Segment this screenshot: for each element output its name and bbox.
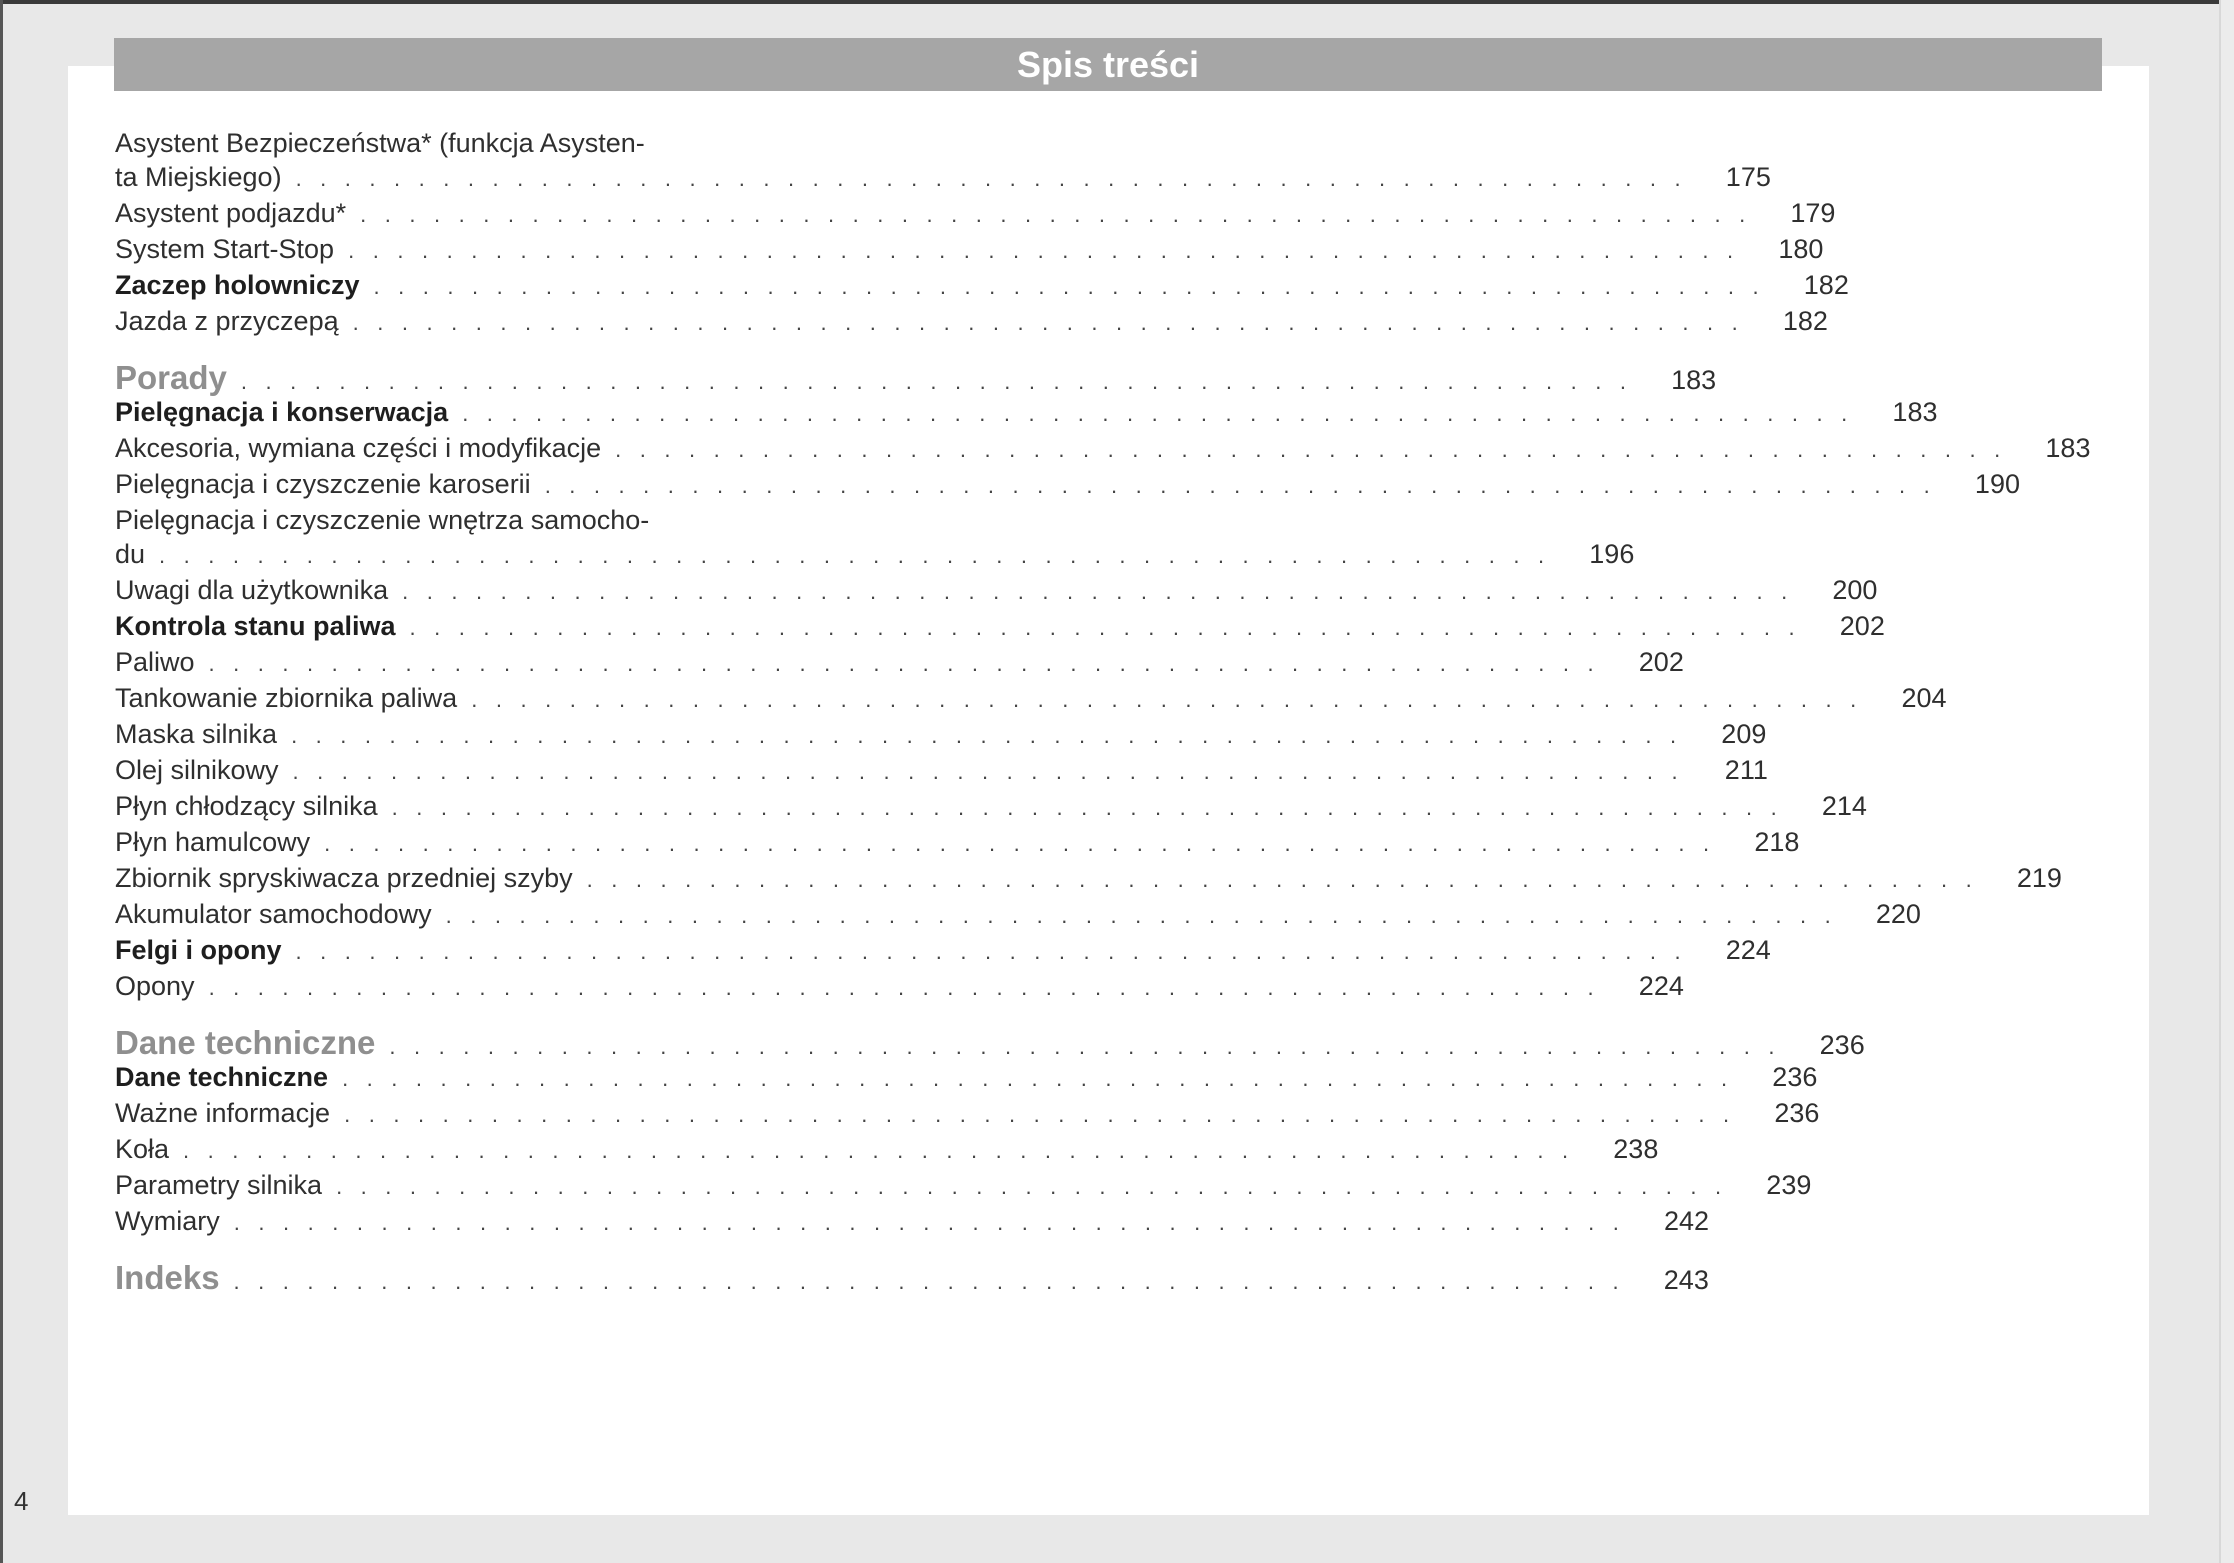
toc-entry-page: 211 <box>1724 755 1768 785</box>
toc-entry-page: 218 <box>1754 827 1800 857</box>
toc-entry-title: Zaczep holowniczy <box>115 270 360 300</box>
toc-entry-title: Płyn chłodzący silnika <box>115 791 378 821</box>
toc-entry-page: 182 <box>1803 270 1849 300</box>
toc-entry-page: 183 <box>1892 397 1938 427</box>
toc-entry-page: 204 <box>1901 683 1947 713</box>
dot-leader: . . . . . . . . . . . . . . . . . . . . . . . . . . . . . . . . . . . . . . . . . . . . . . . . . . . . . . . . . <box>295 166 1687 191</box>
dot-leader: . . . . . . . . . . . . . . . . . . . . . . . . . . . . . . . . . . . . . . . . . . . . . . . . . . . . . . . . . <box>344 1102 1736 1127</box>
toc-entry-title: Zbiornik spryskiwacza przedniej szyby <box>115 863 573 893</box>
dot-leader: . . . . . . . . . . . . . . . . . . . . . . . . . . . . . . . . . . . . . . . . . . . . . . . . . . . . . . . . . <box>391 795 1783 820</box>
toc-entry-title: Tankowanie zbiornika paliwa <box>115 683 458 713</box>
dot-leader: . . . . . . . . . . . . . . . . . . . . . . . . . . . . . . . . . . . . . . . . . . . . . . . . . . . . . . . . . <box>233 1269 1625 1294</box>
toc-entry-page: 224 <box>1725 935 1771 965</box>
toc-entry-page: 183 <box>2045 433 2091 463</box>
toc-entry-title: Akcesoria, wymiana części i modyfikacje <box>115 433 602 463</box>
dot-leader: . . . . . . . . . . . . . . . . . . . . . . . . . . . . . . . . . . . . . . . . . . . . . . . . . . . . . . . . . <box>402 579 1794 604</box>
toc-entry[interactable] <box>115 935 1771 971</box>
dot-leader: . . . . . . . . . . . . . . . . . . . . . . . . . . . . . . . . . . . . . . . . . . . . . . . . . . . . . . . . . <box>240 369 1633 394</box>
toc-entry-title: Porady <box>115 359 227 396</box>
toc-entry-title: Ważne informacje <box>115 1098 331 1128</box>
toc-entry-title: Opony <box>115 971 195 1001</box>
dot-leader: . . . . . . . . . . . . . . . . . . . . . . . . . . . . . . . . . . . . . . . . . . . . . . . . . . . . . . . . . <box>389 1034 1781 1059</box>
toc-entry-page: 180 <box>1778 234 1824 264</box>
toc-entry-title: Parametry silnika <box>115 1170 323 1200</box>
dot-leader: . . . . . . . . . . . . . . . . . . . . . . . . . . . . . . . . . . . . . . . . . . . . . . . . . . . . . . . . . <box>360 202 1752 227</box>
toc-entry-title: du <box>115 539 146 569</box>
toc-entry[interactable] <box>115 433 2091 469</box>
toc-section-heading[interactable] <box>115 1024 1865 1062</box>
toc-entry[interactable] <box>115 1170 1812 1206</box>
toc-entry-page: 236 <box>1774 1098 1820 1128</box>
toc-entry[interactable] <box>115 234 1824 270</box>
toc-entry-line2 <box>115 162 1771 198</box>
toc-entry-title: Uwagi dla użytkownika <box>115 575 389 605</box>
toc-section-heading[interactable] <box>115 359 1717 397</box>
dot-leader: . . . . . . . . . . . . . . . . . . . . . . . . . . . . . . . . . . . . . . . . . . . . . . . . . . . . . . . . . <box>615 437 2007 462</box>
toc-entry-page: 220 <box>1875 899 1921 929</box>
dot-leader: . . . . . . . . . . . . . . . . . . . . . . . . . . . . . . . . . . . . . . . . . . . . . . . . . . . . . . . . . <box>291 723 1683 748</box>
toc-entry[interactable] <box>115 505 1635 575</box>
toc-entry[interactable] <box>115 647 1684 683</box>
toc-entry-page: 236 <box>1772 1062 1818 1092</box>
dot-leader: . . . . . . . . . . . . . . . . . . . . . . . . . . . . . . . . . . . . . . . . . . . . . . . . . . . . . . . . . <box>373 274 1765 299</box>
toc-entry[interactable] <box>115 683 1947 719</box>
scrollbar-track[interactable] <box>2219 0 2234 1563</box>
toc-entry[interactable] <box>115 198 1836 234</box>
dot-leader: . . . . . . . . . . . . . . . . . . . . . . . . . . . . . . . . . . . . . . . . . . . . . . . . . . . . . . . . . <box>342 1066 1734 1091</box>
toc-entry[interactable] <box>115 270 1849 306</box>
toc-entry-title: ta Miejskiego) <box>115 162 282 192</box>
toc-entry-title: Olej silnikowy <box>115 755 279 785</box>
toc-entry-title: Asystent podjazdu* <box>115 198 347 228</box>
toc-entry-page: 224 <box>1638 971 1684 1001</box>
page-number: 4 <box>14 1486 29 1516</box>
toc-entry[interactable] <box>115 827 1800 863</box>
toc-entry-title: System Start-Stop <box>115 234 335 264</box>
toc-entry-page: 200 <box>1832 575 1878 605</box>
toc-entry[interactable] <box>115 1098 1820 1134</box>
toc-entry[interactable] <box>115 791 1867 827</box>
toc-entry-title: Wymiary <box>115 1206 220 1236</box>
toc-entry-page: 202 <box>1638 647 1684 677</box>
toc-entry-title: Pielęgnacja i konserwacja <box>115 397 449 427</box>
dot-leader: . . . . . . . . . . . . . . . . . . . . . . . . . . . . . . . . . . . . . . . . . . . . . . . . . . . . . . . . . <box>324 831 1716 856</box>
toc-entry-page: 179 <box>1790 198 1836 228</box>
toc-entry[interactable] <box>115 469 2020 505</box>
toc-entry-page: 239 <box>1766 1170 1812 1200</box>
toc-entry-title: Kontrola stanu paliwa <box>115 611 396 641</box>
toc-entry[interactable] <box>115 899 1921 935</box>
dot-leader: . . . . . . . . . . . . . . . . . . . . . . . . . . . . . . . . . . . . . . . . . . . . . . . . . . . . . . . . . <box>208 975 1600 1000</box>
toc-entry-title: Indeks <box>115 1259 220 1296</box>
toc-entry-page: 238 <box>1613 1134 1659 1164</box>
dot-leader: . . . . . . . . . . . . . . . . . . . . . . . . . . . . . . . . . . . . . . . . . . . . . . . . . . . . . . . . . <box>336 1174 1728 1199</box>
toc-entry-title: Pielęgnacja i czyszczenie karoserii <box>115 469 531 499</box>
toc-entry-title-line1: Asystent Bezpieczeństwa* (funkcja Asysten- <box>115 128 645 158</box>
toc-entry-title-line1: Pielęgnacja i czyszczenie wnętrza samocho- <box>115 505 650 535</box>
toc-entry[interactable] <box>115 611 1885 647</box>
page-title: Spis treści <box>114 38 2102 91</box>
toc-entry[interactable] <box>115 1206 1710 1242</box>
dot-leader: . . . . . . . . . . . . . . . . . . . . . . . . . . . . . . . . . . . . . . . . . . . . . . . . . . . . . . . . . <box>352 310 1744 335</box>
toc-entry-page: 242 <box>1663 1206 1710 1236</box>
toc-entry-title: Felgi i opony <box>115 935 282 965</box>
dot-leader: . . . . . . . . . . . . . . . . . . . . . . . . . . . . . . . . . . . . . . . . . . . . . . . . . . . . . . . . . <box>445 903 1837 928</box>
toc-entry-page: 214 <box>1821 791 1867 821</box>
toc-entry-title: Maska silnika <box>115 719 278 749</box>
toc-entry[interactable] <box>115 397 1938 433</box>
dot-leader: . . . . . . . . . . . . . . . . . . . . . . . . . . . . . . . . . . . . . . . . . . . . . . . . . . . . . . . . . <box>295 939 1687 964</box>
window-left-edge <box>0 0 3 1563</box>
dot-leader: . . . . . . . . . . . . . . . . . . . . . . . . . . . . . . . . . . . . . . . . . . . . . . . . . . . . . . . . . <box>471 687 1863 712</box>
toc-entry[interactable] <box>115 1062 1818 1098</box>
dot-leader: . . . . . . . . . . . . . . . . . . . . . . . . . . . . . . . . . . . . . . . . . . . . . . . . . . . . . . . . . <box>208 651 1600 676</box>
dot-leader: . . . . . . . . . . . . . . . . . . . . . . . . . . . . . . . . . . . . . . . . . . . . . . . . . . . . . . . . . <box>159 543 1551 568</box>
toc-entry-page: 175 <box>1725 162 1771 192</box>
toc-entry-page: 196 <box>1589 539 1635 569</box>
table-of-contents <box>115 128 2091 1297</box>
toc-entry-title: Dane techniczne <box>115 1024 376 1061</box>
dot-leader: . . . . . . . . . . . . . . . . . . . . . . . . . . . . . . . . . . . . . . . . . . . . . . . . . . . . . . . . . <box>292 759 1684 784</box>
toc-entry-title: Płyn hamulcowy <box>115 827 311 857</box>
toc-section-heading[interactable] <box>115 1259 1709 1297</box>
toc-entry-title: Akumulator samochodowy <box>115 899 432 929</box>
toc-entry[interactable] <box>115 128 1771 198</box>
dot-leader: . . . . . . . . . . . . . . . . . . . . . . . . . . . . . . . . . . . . . . . . . . . . . . . . . . . . . . . . . <box>233 1210 1626 1235</box>
toc-entry-title: Paliwo <box>115 647 195 677</box>
dot-leader: . . . . . . . . . . . . . . . . . . . . . . . . . . . . . . . . . . . . . . . . . . . . . . . . . . . . . . . . . <box>462 401 1854 426</box>
toc-entry[interactable] <box>115 863 2062 899</box>
toc-entry-page: 190 <box>1974 469 2020 499</box>
toc-entry-title: Koła <box>115 1134 170 1164</box>
dot-leader: . . . . . . . . . . . . . . . . . . . . . . . . . . . . . . . . . . . . . . . . . . . . . . . . . . . . . . . . . <box>348 238 1740 263</box>
toc-entry-page: 183 <box>1671 365 1717 395</box>
dot-leader: . . . . . . . . . . . . . . . . . . . . . . . . . . . . . . . . . . . . . . . . . . . . . . . . . . . . . . . . . <box>544 473 1936 498</box>
toc-entry-page: 202 <box>1839 611 1885 641</box>
toc-entry[interactable] <box>115 1134 1659 1170</box>
toc-entry[interactable] <box>115 306 1828 342</box>
toc-entry-page: 209 <box>1721 719 1767 749</box>
dot-leader: . . . . . . . . . . . . . . . . . . . . . . . . . . . . . . . . . . . . . . . . . . . . . . . . . . . . . . . . . <box>409 615 1801 640</box>
toc-entry[interactable] <box>115 755 1768 791</box>
dot-leader: . . . . . . . . . . . . . . . . . . . . . . . . . . . . . . . . . . . . . . . . . . . . . . . . . . . . . . . . . <box>586 867 1978 892</box>
toc-entry-page: 182 <box>1782 306 1828 336</box>
toc-entry[interactable] <box>115 719 1767 755</box>
dot-leader: . . . . . . . . . . . . . . . . . . . . . . . . . . . . . . . . . . . . . . . . . . . . . . . . . . . . . . . . . <box>183 1138 1575 1163</box>
toc-entry-page: 219 <box>2016 863 2062 893</box>
toc-entry-page: 243 <box>1663 1265 1709 1295</box>
toc-entry-title: Dane techniczne <box>115 1062 329 1092</box>
toc-entry-line2 <box>115 539 1635 575</box>
toc-entry-page: 236 <box>1819 1030 1865 1060</box>
toc-entry-title: Jazda z przyczepą <box>115 306 339 336</box>
toc-entry[interactable] <box>115 971 1684 1007</box>
window-top-edge <box>0 0 2234 4</box>
toc-entry[interactable] <box>115 575 1878 611</box>
